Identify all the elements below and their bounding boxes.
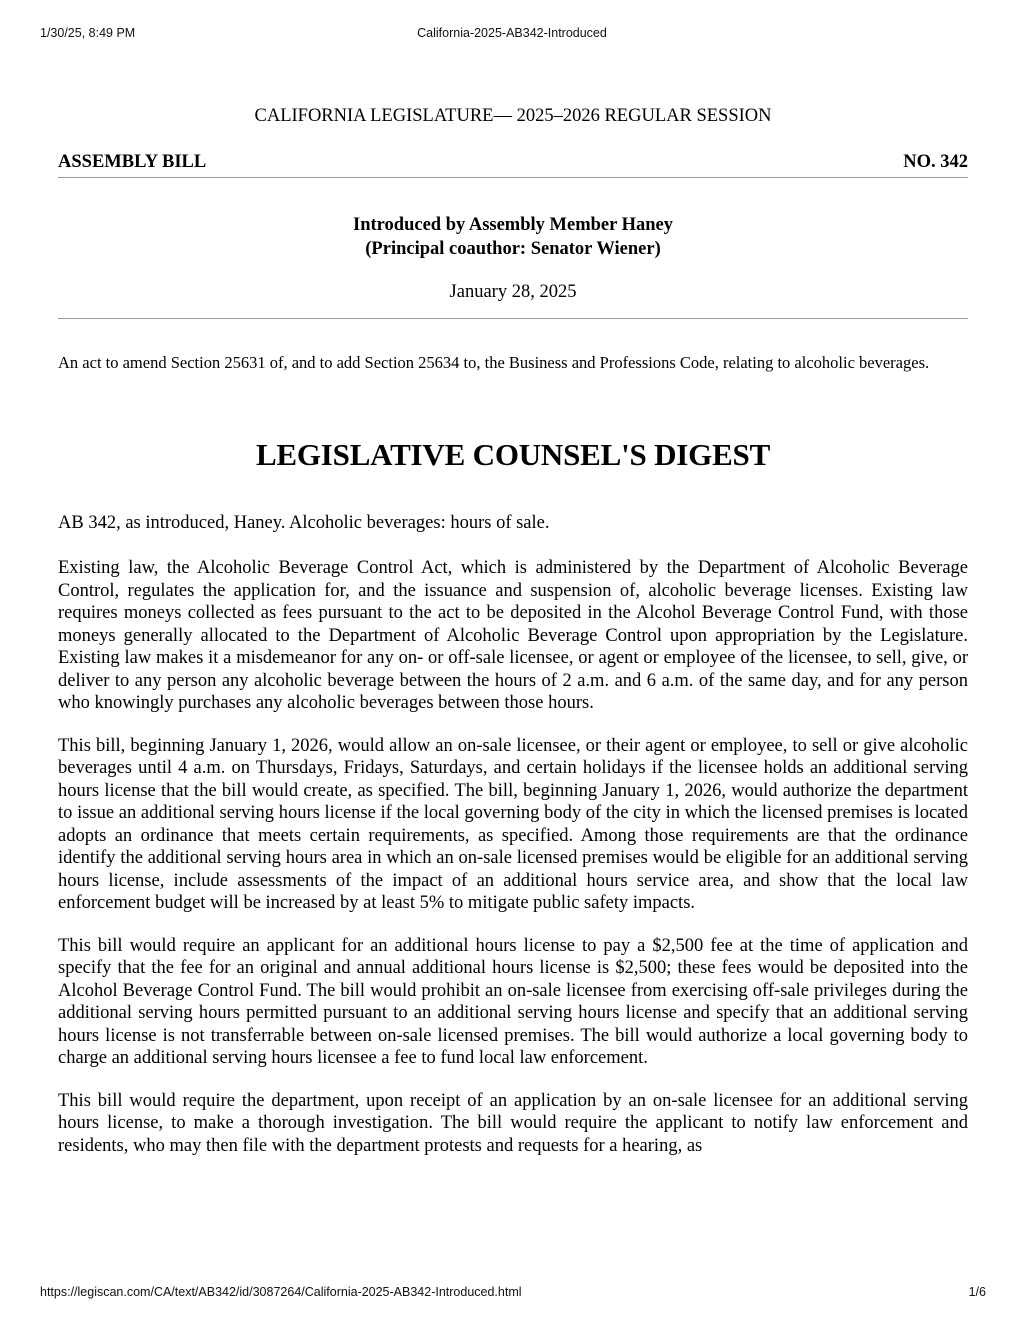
digest-subtitle: AB 342, as introduced, Haney. Alcoholic beverages: hours of sale. <box>58 513 550 533</box>
bill-id-row <box>58 151 968 173</box>
bill-document <box>58 103 968 1157</box>
print-header <box>40 26 984 42</box>
print-page-title: California-2025-AB342-Introduced <box>417 26 607 40</box>
page-number: 1/6 <box>968 1285 986 1299</box>
page-url: https://legiscan.com/CA/text/AB342/id/3087264/California-2025-AB342-Introduced.html <box>40 1285 522 1299</box>
digest-title: LEGISLATIVE COUNSEL'S DIGEST <box>255 437 771 472</box>
introduction-block <box>58 213 968 261</box>
divider <box>58 318 968 319</box>
principal-coauthor: (Principal coauthor: Senator Wiener) <box>365 239 661 259</box>
introduction-date: January 28, 2025 <box>449 282 577 302</box>
bill-type: ASSEMBLY BILL <box>58 152 207 172</box>
divider <box>58 177 968 178</box>
bill-number: NO. 342 <box>903 152 968 172</box>
print-footer <box>40 1285 986 1301</box>
digest-paragraph: This bill would require an applicant for an additional hours license to pay a $2,500 fee at the time of application and specify that the fee for an original and annual additional hours license is $2,500; these fees would be deposited into the Alcohol Beverage Control Fund. The bill would prohibit an on-sale licensee from exercising off-sale privileges during the additional serving hours permitted pursuant to an additional serving hours license and specify that an additional serving hours license is not transferrable between on-sale licensed premises. The bill would authorize a local governing body to charge an additional serving hours licensee a fee to fund local law enforcement. <box>58 935 968 1068</box>
session-heading: CALIFORNIA LEGISLATURE— 2025–2026 REGULAR SESSION <box>254 106 772 126</box>
digest-paragraph: This bill, beginning January 1, 2026, would allow an on-sale licensee, or their agent or employee, to sell or give alcoholic beverages until 4 a.m. on Thursdays, Fridays, Saturdays, and certain holidays if the licensee holds an additional serving hours license that the bill would create, as specified. The bill, beginning January 1, 2026, would authorize the department to issue an additional serving hours license if the local governing body of the city in which the licensed premises is located adopts an ordinance that meets certain requirements, as specified. Among those requirements are that the ordinance identify the additional serving hours area in which an on-sale licensed premises would be eligible for an additional serving hours license, include assessments of the impact of an additional hours service area, and show that the local law enforcement budget will be increased by at least 5% to mitigate public safety impacts. <box>58 735 968 913</box>
print-datetime: 1/30/25, 8:49 PM <box>40 26 136 40</box>
act-description: An act to amend Section 25631 of, and to add Section 25634 to, the Business and Professions Code, relating to alcoholic beverages. <box>58 353 930 372</box>
introduced-by: Introduced by Assembly Member Haney <box>353 215 673 235</box>
digest-paragraph: This bill would require the department, upon receipt of an application by an on-sale licensee for an additional serving hours license, to make a thorough investigation. The bill would require the applicant to notify law enforcement and residents, who may then file with the department protests and requests for a hearing, as <box>58 1090 968 1156</box>
digest-paragraph: Existing law, the Alcoholic Beverage Control Act, which is administered by the Department of Alcoholic Beverage Control, regulates the application for, and the issuance and suspension of, alcoholic beverage licenses. Existing law requires moneys collected as fees pursuant to the act to be deposited in the Alcohol Beverage Control Fund, with those moneys generally allocated to the Department of Alcoholic Beverage Control upon appropriation by the Legislature. Existing law makes it a misdemeanor for any on- or off-sale licensee, or agent or employee of the licensee, to sell, give, or deliver to any person any alcoholic beverage between the hours of 2 a.m. and 6 a.m. of the same day, and for any person who knowingly purchases any alcoholic beverages between those hours. <box>58 558 968 713</box>
